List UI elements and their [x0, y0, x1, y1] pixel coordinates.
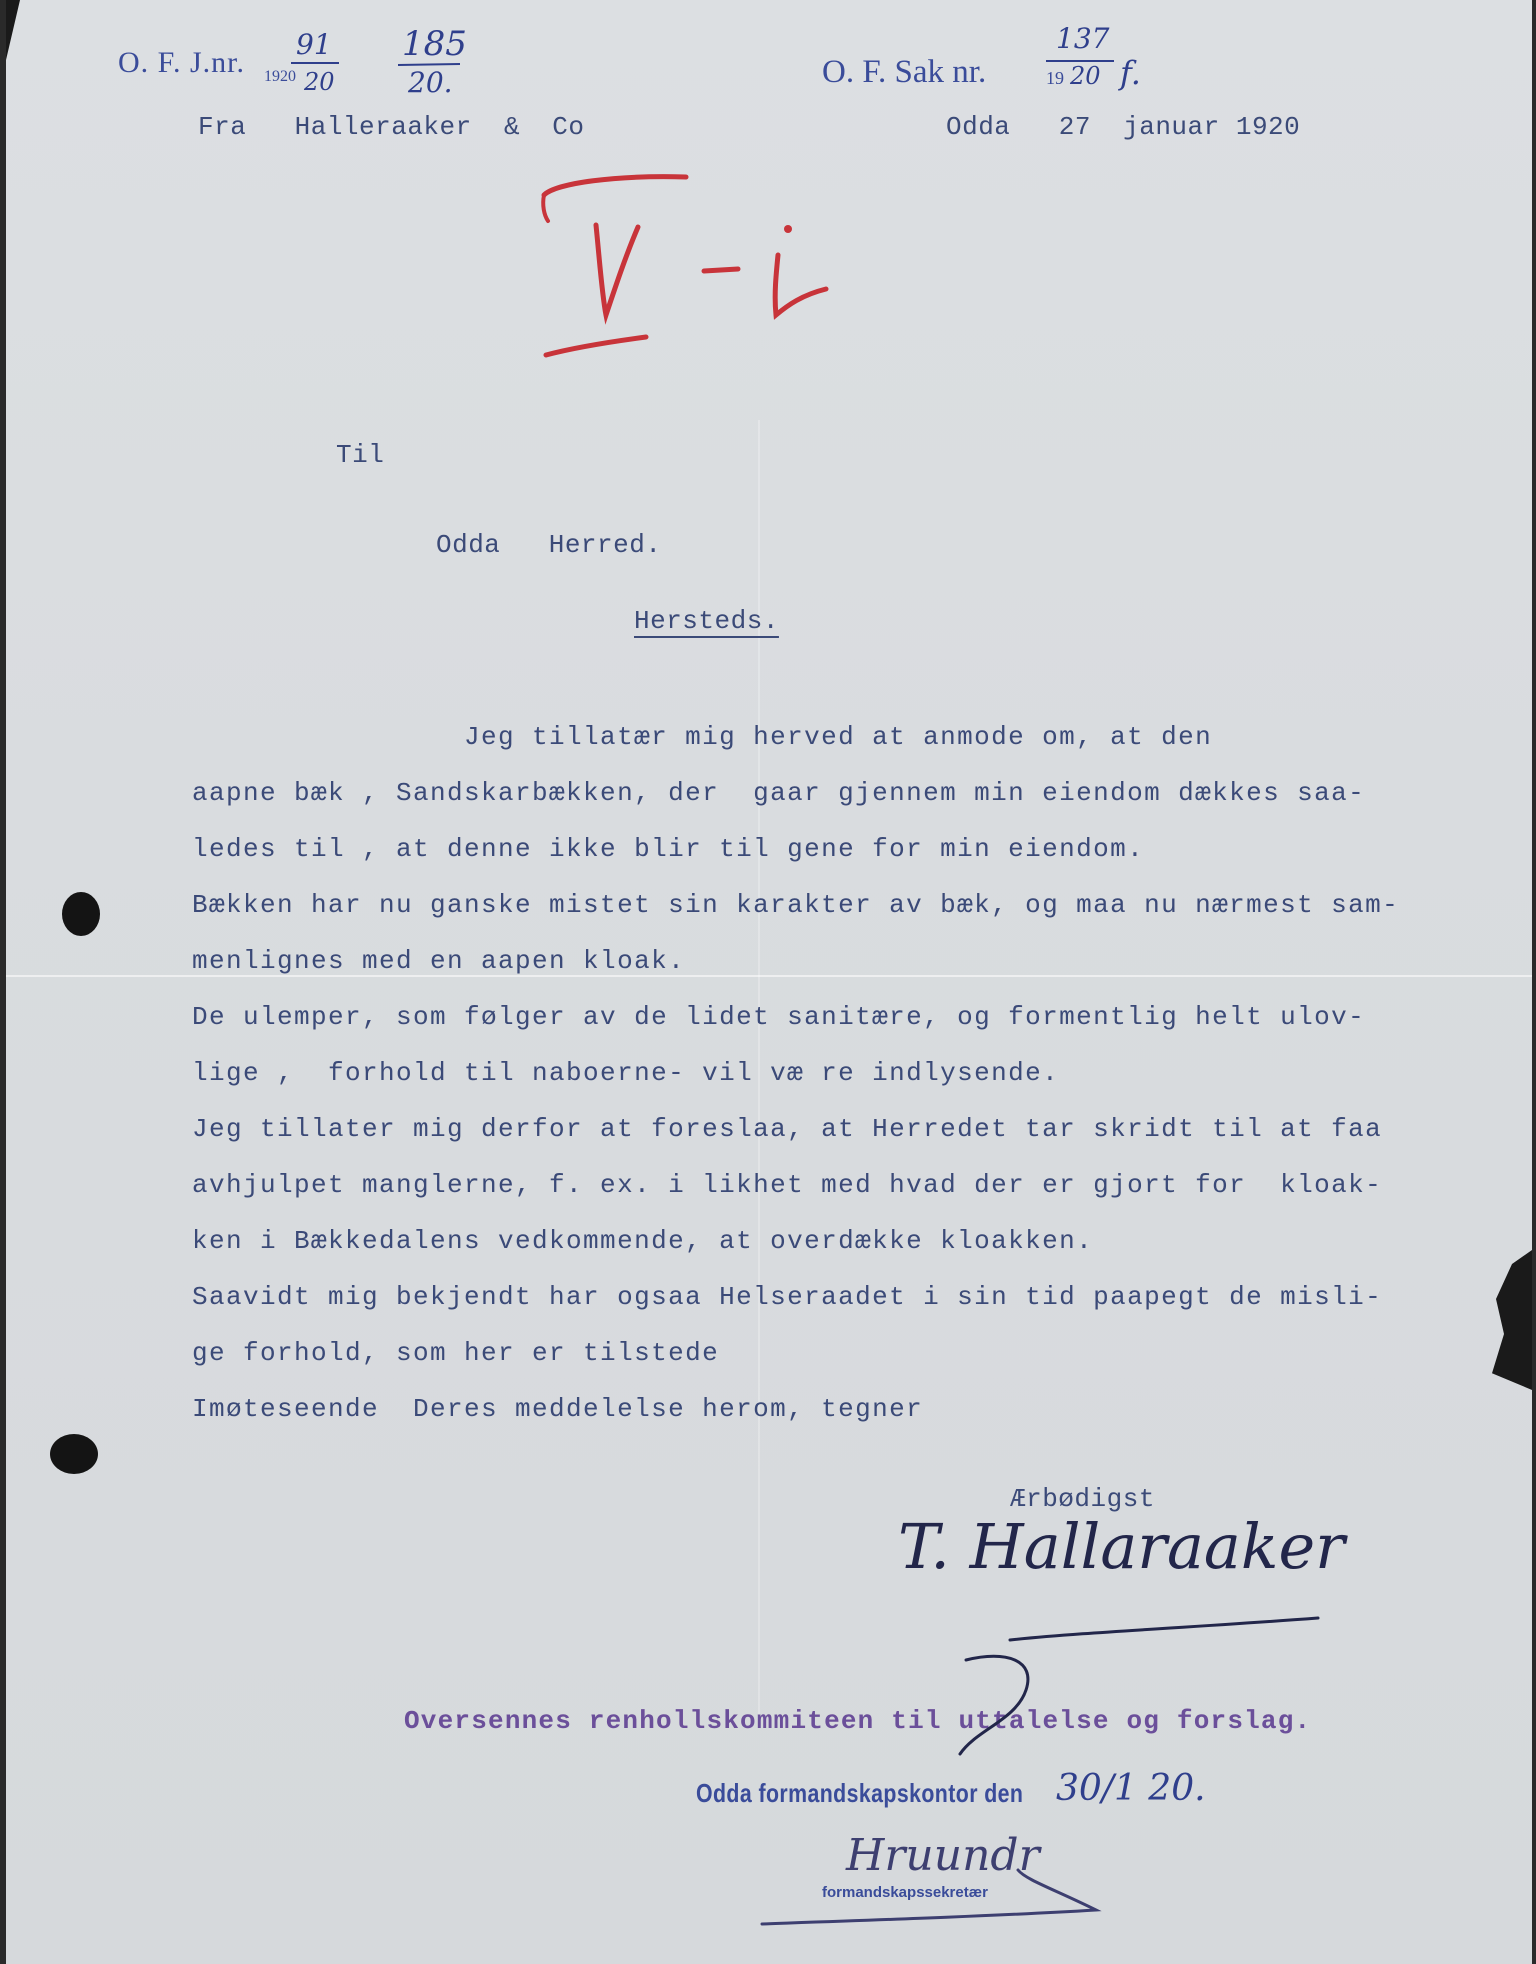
sender-line: Fra Halleraaker & Co	[198, 112, 585, 142]
red-pencil-mark	[526, 165, 846, 365]
body-line: menlignes med en aapen kloak.	[192, 946, 686, 976]
top-left-corner-tear	[6, 0, 20, 60]
secretary-role-stamp: formandskapssekretær	[822, 1884, 988, 1901]
sak-stamp-label: O. F. Sak nr.	[822, 54, 987, 90]
body-line: avhjulpet manglerne, f. ex. i likhet med hvad der er gjort for kloak-	[192, 1170, 1383, 1200]
body-line: Bækken har nu ganske mistet sin karakter av bæk, og maa nu nærmest sam-	[192, 890, 1400, 920]
endorsement-date-handwritten: 30/1 20.	[1056, 1768, 1206, 1809]
signature-underline	[1006, 1612, 1326, 1642]
body-line: lige , forhold til naboerne- vil væ re indlysende.	[192, 1058, 1060, 1088]
punch-hole-upper	[62, 892, 100, 936]
body-line: Jeg tillater mig derfor at foreslaa, at Herredet tar skridt til at faa	[192, 1114, 1383, 1144]
journal-extra-bottom: 20.	[408, 66, 453, 99]
body-line: Saavidt mig bekjendt har ogsaa Helseraadet i sin tid paapegt de misli-	[192, 1282, 1383, 1312]
sak-stamp-year: 19	[1046, 68, 1064, 88]
office-stamp: Odda formandskapskontor den	[696, 1778, 1024, 1808]
secretary-signature: Hruundr	[846, 1830, 1040, 1881]
body-line: ken i Bækkedalens vedkommende, at overdække kloakken.	[192, 1226, 1094, 1256]
endorsement-stamp: Oversennes renhollskommiteen til uttalelse og forslag.	[404, 1706, 1312, 1736]
body-line: Jeg tillatær mig herved at anmode om, at den	[192, 722, 1213, 752]
body-line: De ulemper, som følger av de lidet sanitære, og formentlig helt ulov-	[192, 1002, 1366, 1032]
journal-stamp-year: 1920	[264, 68, 296, 85]
body-line: aapne bæk , Sandskarbækken, der gaar gjennem min eiendom dækkes saa-	[192, 778, 1366, 808]
journal-fraction-line	[291, 60, 341, 66]
body-line: ge forhold, som her er tilstede	[192, 1338, 720, 1368]
journal-stamp-label: O. F. J.nr.	[118, 46, 245, 79]
right-edge-tear	[1492, 1250, 1532, 1390]
journal-number-handwritten: 91	[296, 28, 332, 61]
body-line: ledes til , at denne ikke blir til gene for min eiendom.	[192, 834, 1145, 864]
to-label: Til	[336, 440, 385, 470]
journal-year-handwritten: 20	[304, 68, 335, 96]
punch-hole-lower	[50, 1434, 98, 1474]
signature: T. Hallaraaker	[898, 1510, 1345, 1583]
sak-suffix-handwritten: f.	[1120, 54, 1141, 92]
secretary-signature-stroke	[756, 1840, 1116, 1930]
recipient: Odda Herred.	[436, 530, 662, 560]
journal-extra-top: 185	[402, 24, 467, 64]
body-line: Imøteseende Deres meddelelse herom, tegner	[192, 1394, 924, 1424]
endorsement-flourish	[946, 1650, 1086, 1760]
sak-year-handwritten: 20	[1070, 62, 1101, 90]
closing-greeting: Ærbødigst	[1010, 1484, 1155, 1514]
sak-number-handwritten: 137	[1056, 22, 1110, 55]
recipient-location: Hersteds.	[634, 606, 779, 636]
place-and-date: Odda 27 januar 1920	[946, 112, 1301, 142]
letter-page	[6, 0, 1532, 1964]
